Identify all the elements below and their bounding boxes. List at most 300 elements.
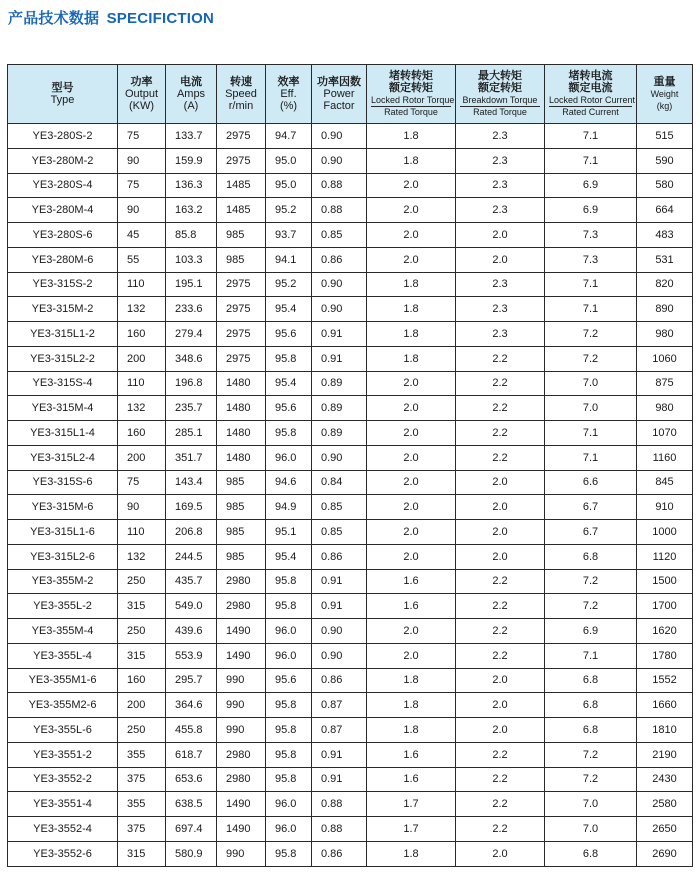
cell-type: YE3-315L1-6: [8, 520, 118, 545]
cell-locked-rotor-torque: 1.8: [367, 148, 456, 173]
cell-power-factor: 0.91: [312, 346, 367, 371]
cell-locked-rotor-current: 6.7: [545, 495, 637, 520]
cell-amps: 618.7: [166, 742, 217, 767]
cell-type: YE3-315M-2: [8, 297, 118, 322]
cell-breakdown-torque: 2.3: [456, 322, 545, 347]
cell-breakdown-torque: 2.2: [456, 445, 545, 470]
cell-power-factor: 0.87: [312, 693, 367, 718]
cell-efficiency: 95.6: [266, 322, 312, 347]
cell-output: 90: [118, 148, 166, 173]
cell-efficiency: 95.4: [266, 544, 312, 569]
cell-locked-rotor-current: 7.1: [545, 643, 637, 668]
cell-amps: 235.7: [166, 396, 217, 421]
cell-locked-rotor-torque: 1.6: [367, 594, 456, 619]
cell-locked-rotor-torque: 1.8: [367, 124, 456, 149]
cell-locked-rotor-current: 6.8: [545, 841, 637, 866]
cell-output: 160: [118, 322, 166, 347]
cell-locked-rotor-torque: 2.0: [367, 643, 456, 668]
table-row: [8, 495, 693, 520]
header-output: 功率 Output (KW): [118, 65, 166, 124]
cell-locked-rotor-current: 7.1: [545, 421, 637, 446]
cell-efficiency: 95.6: [266, 668, 312, 693]
cell-weight: 910: [637, 495, 693, 520]
cell-power-factor: 0.88: [312, 792, 367, 817]
cell-power-factor: 0.86: [312, 668, 367, 693]
cell-amps: 697.4: [166, 817, 217, 842]
cell-type: YE3-355M1-6: [8, 668, 118, 693]
cell-locked-rotor-current: 7.0: [545, 817, 637, 842]
cell-locked-rotor-torque: 2.0: [367, 198, 456, 223]
cell-breakdown-torque: 2.0: [456, 544, 545, 569]
cell-locked-rotor-current: 6.8: [545, 718, 637, 743]
cell-breakdown-torque: 2.3: [456, 297, 545, 322]
table-row: [8, 223, 693, 248]
cell-locked-rotor-torque: 2.0: [367, 223, 456, 248]
cell-output: 160: [118, 421, 166, 446]
cell-speed: 990: [217, 668, 266, 693]
cell-output: 90: [118, 198, 166, 223]
cell-locked-rotor-torque: 1.6: [367, 742, 456, 767]
cell-amps: 351.7: [166, 445, 217, 470]
cell-output: 75: [118, 124, 166, 149]
cell-locked-rotor-torque: 2.0: [367, 173, 456, 198]
table-row: [8, 445, 693, 470]
cell-type: YE3-315M-4: [8, 396, 118, 421]
cell-type: YE3-315L1-2: [8, 322, 118, 347]
table-row: [8, 148, 693, 173]
cell-breakdown-torque: 2.2: [456, 396, 545, 421]
cell-locked-rotor-torque: 1.8: [367, 346, 456, 371]
cell-efficiency: 94.1: [266, 247, 312, 272]
cell-speed: 2980: [217, 594, 266, 619]
cell-breakdown-torque: 2.2: [456, 421, 545, 446]
cell-efficiency: 95.4: [266, 371, 312, 396]
cell-speed: 1480: [217, 371, 266, 396]
cell-amps: 85.8: [166, 223, 217, 248]
cell-type: YE3-280M-4: [8, 198, 118, 223]
cell-output: 110: [118, 272, 166, 297]
cell-locked-rotor-current: 6.8: [545, 668, 637, 693]
cell-locked-rotor-current: 7.0: [545, 396, 637, 421]
cell-output: 75: [118, 470, 166, 495]
cell-speed: 1490: [217, 817, 266, 842]
table-row: [8, 198, 693, 223]
cell-output: 355: [118, 792, 166, 817]
cell-efficiency: 95.1: [266, 520, 312, 545]
cell-amps: 580.9: [166, 841, 217, 866]
cell-efficiency: 94.7: [266, 124, 312, 149]
cell-efficiency: 95.4: [266, 297, 312, 322]
page-title-cn: 产品技术数据: [8, 10, 100, 27]
table-row: [8, 693, 693, 718]
cell-output: 355: [118, 742, 166, 767]
cell-power-factor: 0.86: [312, 247, 367, 272]
cell-breakdown-torque: 2.3: [456, 173, 545, 198]
cell-power-factor: 0.90: [312, 643, 367, 668]
cell-power-factor: 0.90: [312, 124, 367, 149]
cell-output: 45: [118, 223, 166, 248]
cell-weight: 590: [637, 148, 693, 173]
cell-output: 375: [118, 767, 166, 792]
cell-power-factor: 0.89: [312, 396, 367, 421]
cell-speed: 2975: [217, 297, 266, 322]
cell-locked-rotor-torque: 1.8: [367, 668, 456, 693]
cell-efficiency: 95.8: [266, 718, 312, 743]
cell-amps: 638.5: [166, 792, 217, 817]
cell-weight: 664: [637, 198, 693, 223]
cell-locked-rotor-torque: 2.0: [367, 495, 456, 520]
cell-output: 132: [118, 544, 166, 569]
cell-type: YE3-3552-2: [8, 767, 118, 792]
page-title-en: SPECIFICTION: [106, 10, 214, 27]
cell-efficiency: 96.0: [266, 792, 312, 817]
cell-weight: 483: [637, 223, 693, 248]
cell-speed: 2980: [217, 569, 266, 594]
cell-type: YE3-3552-4: [8, 817, 118, 842]
cell-output: 132: [118, 396, 166, 421]
table-row: [8, 322, 693, 347]
cell-locked-rotor-torque: 2.0: [367, 445, 456, 470]
cell-efficiency: 94.6: [266, 470, 312, 495]
cell-locked-rotor-current: 6.8: [545, 693, 637, 718]
cell-locked-rotor-torque: 1.8: [367, 272, 456, 297]
cell-type: YE3-3551-4: [8, 792, 118, 817]
cell-type: YE3-280M-2: [8, 148, 118, 173]
cell-speed: 1480: [217, 421, 266, 446]
header-weight: 重量 Weight (kg): [637, 65, 693, 124]
cell-power-factor: 0.86: [312, 841, 367, 866]
cell-output: 110: [118, 371, 166, 396]
cell-locked-rotor-current: 7.1: [545, 148, 637, 173]
header-power-factor: 功率因数 Power Factor: [312, 65, 367, 124]
cell-efficiency: 95.8: [266, 594, 312, 619]
table-row: [8, 396, 693, 421]
table-row: [8, 792, 693, 817]
cell-power-factor: 0.91: [312, 742, 367, 767]
cell-breakdown-torque: 2.3: [456, 272, 545, 297]
cell-breakdown-torque: 2.3: [456, 124, 545, 149]
cell-locked-rotor-current: 7.1: [545, 124, 637, 149]
cell-locked-rotor-torque: 2.0: [367, 421, 456, 446]
cell-type: YE3-355M2-6: [8, 693, 118, 718]
table-row: [8, 470, 693, 495]
header-eff: 效率 Eff. (%): [266, 65, 312, 124]
cell-output: 160: [118, 668, 166, 693]
cell-efficiency: 95.8: [266, 693, 312, 718]
cell-amps: 136.3: [166, 173, 217, 198]
cell-breakdown-torque: 2.2: [456, 742, 545, 767]
cell-weight: 1060: [637, 346, 693, 371]
cell-power-factor: 0.85: [312, 495, 367, 520]
cell-type: YE3-355L-6: [8, 718, 118, 743]
cell-locked-rotor-current: 6.9: [545, 173, 637, 198]
cell-locked-rotor-current: 7.2: [545, 569, 637, 594]
cell-locked-rotor-torque: 2.0: [367, 520, 456, 545]
cell-amps: 553.9: [166, 643, 217, 668]
cell-efficiency: 95.6: [266, 396, 312, 421]
cell-locked-rotor-torque: 1.8: [367, 841, 456, 866]
cell-breakdown-torque: 2.0: [456, 495, 545, 520]
table-row: [8, 594, 693, 619]
cell-power-factor: 0.91: [312, 767, 367, 792]
cell-locked-rotor-torque: 1.6: [367, 569, 456, 594]
page-title: [8, 7, 214, 28]
cell-power-factor: 0.91: [312, 594, 367, 619]
table-row: [8, 668, 693, 693]
cell-efficiency: 96.0: [266, 643, 312, 668]
cell-power-factor: 0.88: [312, 198, 367, 223]
cell-amps: 159.9: [166, 148, 217, 173]
cell-breakdown-torque: 2.0: [456, 223, 545, 248]
cell-locked-rotor-current: 7.2: [545, 742, 637, 767]
cell-locked-rotor-current: 6.9: [545, 619, 637, 644]
cell-power-factor: 0.90: [312, 619, 367, 644]
cell-efficiency: 94.9: [266, 495, 312, 520]
cell-locked-rotor-current: 7.1: [545, 445, 637, 470]
cell-efficiency: 95.0: [266, 173, 312, 198]
cell-breakdown-torque: 2.3: [456, 198, 545, 223]
cell-weight: 1120: [637, 544, 693, 569]
cell-breakdown-torque: 2.0: [456, 520, 545, 545]
header-amps: 电流 Amps (A): [166, 65, 217, 124]
cell-power-factor: 0.88: [312, 817, 367, 842]
specification-table: [7, 64, 693, 867]
cell-locked-rotor-torque: 2.0: [367, 396, 456, 421]
table-row: [8, 841, 693, 866]
cell-power-factor: 0.87: [312, 718, 367, 743]
cell-amps: 169.5: [166, 495, 217, 520]
cell-breakdown-torque: 2.2: [456, 594, 545, 619]
cell-power-factor: 0.85: [312, 520, 367, 545]
cell-weight: 1000: [637, 520, 693, 545]
cell-efficiency: 95.2: [266, 198, 312, 223]
cell-power-factor: 0.90: [312, 445, 367, 470]
cell-type: YE3-315S-6: [8, 470, 118, 495]
cell-weight: 515: [637, 124, 693, 149]
cell-type: YE3-355L-2: [8, 594, 118, 619]
cell-weight: 2690: [637, 841, 693, 866]
cell-weight: 2190: [637, 742, 693, 767]
cell-efficiency: 95.8: [266, 767, 312, 792]
table-row: [8, 619, 693, 644]
table-row: [8, 742, 693, 767]
cell-speed: 990: [217, 718, 266, 743]
cell-amps: 348.6: [166, 346, 217, 371]
cell-amps: 143.4: [166, 470, 217, 495]
table-row: [8, 544, 693, 569]
cell-speed: 2975: [217, 272, 266, 297]
cell-amps: 295.7: [166, 668, 217, 693]
cell-breakdown-torque: 2.0: [456, 693, 545, 718]
cell-type: YE3-280S-6: [8, 223, 118, 248]
cell-speed: 1490: [217, 792, 266, 817]
cell-amps: 103.3: [166, 247, 217, 272]
table-row: [8, 173, 693, 198]
cell-efficiency: 96.0: [266, 445, 312, 470]
cell-locked-rotor-current: 6.8: [545, 544, 637, 569]
table-row: [8, 247, 693, 272]
cell-type: YE3-315L2-2: [8, 346, 118, 371]
header-locked-rotor-torque: 堵转转矩 额定转矩 Locked Rotor Torque Rated Torque: [367, 65, 456, 124]
cell-type: YE3-3552-6: [8, 841, 118, 866]
cell-locked-rotor-torque: 1.8: [367, 718, 456, 743]
cell-speed: 1490: [217, 619, 266, 644]
cell-breakdown-torque: 2.0: [456, 718, 545, 743]
cell-efficiency: 95.0: [266, 148, 312, 173]
cell-amps: 195.1: [166, 272, 217, 297]
cell-amps: 206.8: [166, 520, 217, 545]
cell-speed: 985: [217, 470, 266, 495]
cell-breakdown-torque: 2.0: [456, 470, 545, 495]
cell-breakdown-torque: 2.2: [456, 569, 545, 594]
cell-weight: 890: [637, 297, 693, 322]
cell-amps: 244.5: [166, 544, 217, 569]
cell-output: 200: [118, 346, 166, 371]
cell-efficiency: 93.7: [266, 223, 312, 248]
cell-breakdown-torque: 2.0: [456, 668, 545, 693]
cell-speed: 1480: [217, 396, 266, 421]
cell-output: 110: [118, 520, 166, 545]
cell-weight: 845: [637, 470, 693, 495]
cell-speed: 1485: [217, 198, 266, 223]
table-body: [8, 124, 693, 867]
cell-amps: 285.1: [166, 421, 217, 446]
cell-locked-rotor-torque: 1.8: [367, 297, 456, 322]
cell-breakdown-torque: 2.2: [456, 371, 545, 396]
table-row: [8, 346, 693, 371]
cell-speed: 1490: [217, 643, 266, 668]
cell-power-factor: 0.89: [312, 421, 367, 446]
cell-breakdown-torque: 2.2: [456, 346, 545, 371]
cell-power-factor: 0.84: [312, 470, 367, 495]
cell-speed: 990: [217, 693, 266, 718]
cell-locked-rotor-current: 7.0: [545, 792, 637, 817]
cell-power-factor: 0.85: [312, 223, 367, 248]
cell-amps: 653.6: [166, 767, 217, 792]
cell-amps: 163.2: [166, 198, 217, 223]
cell-breakdown-torque: 2.0: [456, 841, 545, 866]
cell-output: 200: [118, 445, 166, 470]
table-row: [8, 371, 693, 396]
cell-amps: 279.4: [166, 322, 217, 347]
table-row: [8, 718, 693, 743]
cell-breakdown-torque: 2.2: [456, 767, 545, 792]
cell-weight: 1700: [637, 594, 693, 619]
cell-type: YE3-355M-2: [8, 569, 118, 594]
cell-breakdown-torque: 2.3: [456, 148, 545, 173]
cell-power-factor: 0.90: [312, 272, 367, 297]
cell-weight: 1780: [637, 643, 693, 668]
cell-speed: 985: [217, 495, 266, 520]
cell-locked-rotor-current: 7.1: [545, 297, 637, 322]
cell-locked-rotor-torque: 2.0: [367, 544, 456, 569]
cell-locked-rotor-current: 7.2: [545, 322, 637, 347]
cell-power-factor: 0.89: [312, 371, 367, 396]
cell-speed: 2980: [217, 767, 266, 792]
cell-weight: 1810: [637, 718, 693, 743]
cell-efficiency: 95.8: [266, 742, 312, 767]
cell-output: 315: [118, 643, 166, 668]
cell-weight: 580: [637, 173, 693, 198]
cell-power-factor: 0.86: [312, 544, 367, 569]
table-row: [8, 767, 693, 792]
cell-locked-rotor-current: 7.3: [545, 223, 637, 248]
cell-locked-rotor-current: 7.2: [545, 767, 637, 792]
cell-amps: 196.8: [166, 371, 217, 396]
cell-type: YE3-280S-4: [8, 173, 118, 198]
cell-locked-rotor-torque: 1.7: [367, 792, 456, 817]
cell-weight: 980: [637, 322, 693, 347]
cell-efficiency: 95.8: [266, 346, 312, 371]
cell-amps: 455.8: [166, 718, 217, 743]
cell-locked-rotor-current: 7.0: [545, 371, 637, 396]
cell-amps: 439.6: [166, 619, 217, 644]
header-breakdown-torque: 最大转矩 额定转矩 Breakdown Torque Rated Torque: [456, 65, 545, 124]
cell-output: 315: [118, 841, 166, 866]
cell-power-factor: 0.91: [312, 569, 367, 594]
cell-weight: 980: [637, 396, 693, 421]
cell-type: YE3-315L1-4: [8, 421, 118, 446]
cell-type: YE3-355L-4: [8, 643, 118, 668]
cell-output: 132: [118, 297, 166, 322]
cell-type: YE3-280M-6: [8, 247, 118, 272]
cell-breakdown-torque: 2.2: [456, 817, 545, 842]
header-speed: 转速 Speed r/min: [217, 65, 266, 124]
cell-speed: 990: [217, 841, 266, 866]
cell-type: YE3-3551-2: [8, 742, 118, 767]
cell-amps: 364.6: [166, 693, 217, 718]
table-row: [8, 817, 693, 842]
cell-weight: 820: [637, 272, 693, 297]
cell-efficiency: 95.8: [266, 421, 312, 446]
cell-locked-rotor-torque: 2.0: [367, 371, 456, 396]
cell-locked-rotor-torque: 1.8: [367, 322, 456, 347]
cell-speed: 1480: [217, 445, 266, 470]
cell-type: YE3-315L2-4: [8, 445, 118, 470]
cell-efficiency: 95.8: [266, 569, 312, 594]
cell-output: 55: [118, 247, 166, 272]
cell-type: YE3-315L2-6: [8, 544, 118, 569]
cell-efficiency: 96.0: [266, 619, 312, 644]
cell-type: YE3-315S-4: [8, 371, 118, 396]
cell-amps: 549.0: [166, 594, 217, 619]
cell-weight: 875: [637, 371, 693, 396]
cell-amps: 435.7: [166, 569, 217, 594]
cell-speed: 2975: [217, 322, 266, 347]
table-row: [8, 124, 693, 149]
cell-weight: 1500: [637, 569, 693, 594]
cell-weight: 2650: [637, 817, 693, 842]
table-row: [8, 272, 693, 297]
cell-locked-rotor-current: 7.2: [545, 594, 637, 619]
cell-output: 375: [118, 817, 166, 842]
cell-breakdown-torque: 2.0: [456, 247, 545, 272]
cell-speed: 2975: [217, 148, 266, 173]
cell-speed: 1485: [217, 173, 266, 198]
cell-power-factor: 0.90: [312, 297, 367, 322]
cell-amps: 233.6: [166, 297, 217, 322]
cell-power-factor: 0.88: [312, 173, 367, 198]
cell-breakdown-torque: 2.2: [456, 643, 545, 668]
cell-output: 90: [118, 495, 166, 520]
cell-weight: 2430: [637, 767, 693, 792]
cell-weight: 1070: [637, 421, 693, 446]
cell-breakdown-torque: 2.2: [456, 619, 545, 644]
cell-speed: 985: [217, 544, 266, 569]
header-locked-rotor-current: 堵转电流 额定电流 Locked Rotor Current Rated Current: [545, 65, 637, 124]
cell-output: 200: [118, 693, 166, 718]
cell-speed: 2975: [217, 346, 266, 371]
